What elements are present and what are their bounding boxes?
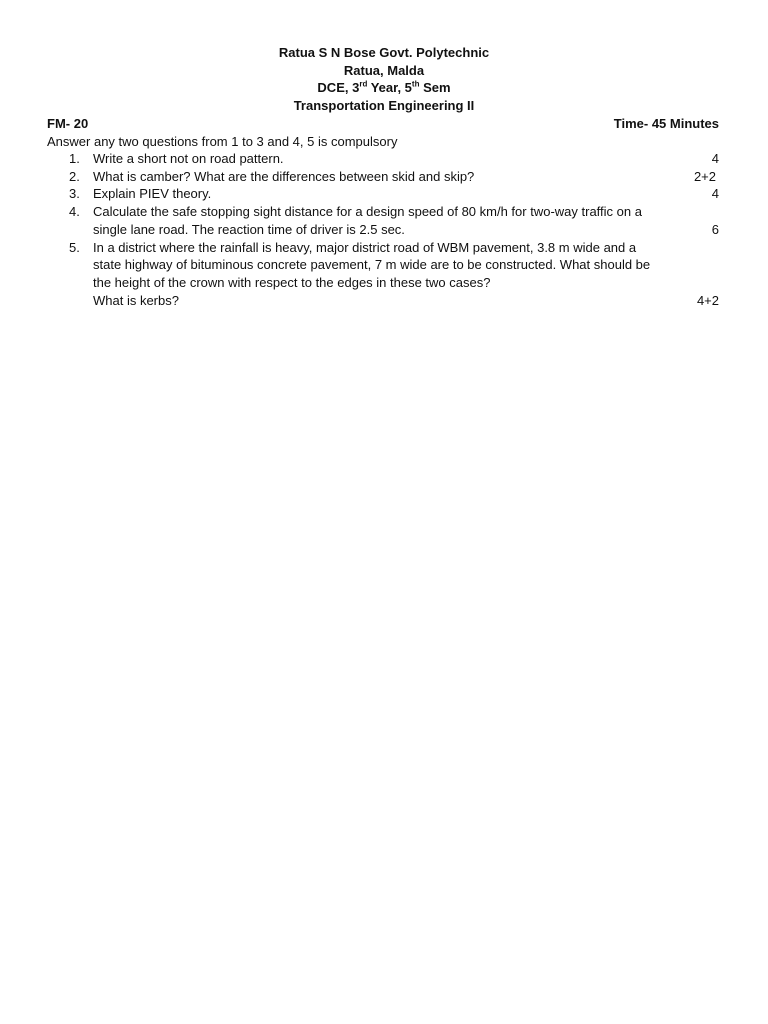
question-list: [47, 150, 719, 309]
time-limit: Time- 45 Minutes: [613, 116, 719, 131]
institute-name: Ratua S N Bose Govt. Polytechnic: [278, 45, 490, 60]
ordinal-suffix-sem: th: [411, 79, 420, 89]
question-text-line: single lane road. The reaction time of driver is 2.5 sec. 6: [93, 221, 719, 237]
question-text: Write a short not on road pattern. 4: [93, 151, 719, 166]
question-text-line: the height of the crown with respect to the edges in these two cases?: [93, 274, 491, 290]
question-marks: 4+2: [696, 292, 719, 308]
question-item: [47, 239, 719, 310]
question-text-line: Calculate the safe stopping sight distance for a design speed of 80 km/h for two-way traffic on a: [93, 204, 642, 220]
question-number: 2.: [69, 168, 80, 184]
exam-instruction: Answer any two questions from 1 to 3 and 4, 5 is compulsory: [47, 134, 398, 149]
subject-title: Transportation Engineering II: [293, 97, 475, 113]
question-item: [47, 203, 719, 238]
question-marks: 4: [711, 186, 719, 202]
question-text: What is camber? What are the differences between skid and skip? 2+2: [93, 168, 716, 184]
question-text-line: state highway of bituminous concrete pavement, 7 m wide are to be constructed. What should be: [93, 257, 651, 273]
question-marks: 2+2: [693, 168, 716, 184]
question-text-line: What is kerbs? 4+2: [93, 292, 719, 308]
question-text: Explain PIEV theory. 4: [93, 186, 719, 202]
course-line: DCE, 3rd Year, 5th Sem: [317, 79, 451, 96]
ordinal-suffix-year: rd: [359, 79, 368, 89]
exam-header: [0, 44, 768, 114]
question-number: 5.: [69, 239, 80, 255]
exam-meta-row: [47, 115, 719, 133]
question-item: [47, 150, 719, 168]
question-text-line: In a district where the rainfall is heavy, major district road of WBM pavement, 3.8 m wide and a: [93, 239, 637, 255]
question-item: [47, 185, 719, 203]
question-marks: 6: [711, 221, 719, 237]
full-marks: FM- 20: [47, 116, 89, 131]
question-number: 4.: [69, 204, 80, 220]
question-number: 1.: [69, 151, 80, 166]
question-marks: 4: [711, 151, 719, 166]
institute-location: Ratua, Malda: [343, 62, 425, 78]
question-item: [47, 168, 719, 186]
question-number: 3.: [69, 186, 80, 202]
